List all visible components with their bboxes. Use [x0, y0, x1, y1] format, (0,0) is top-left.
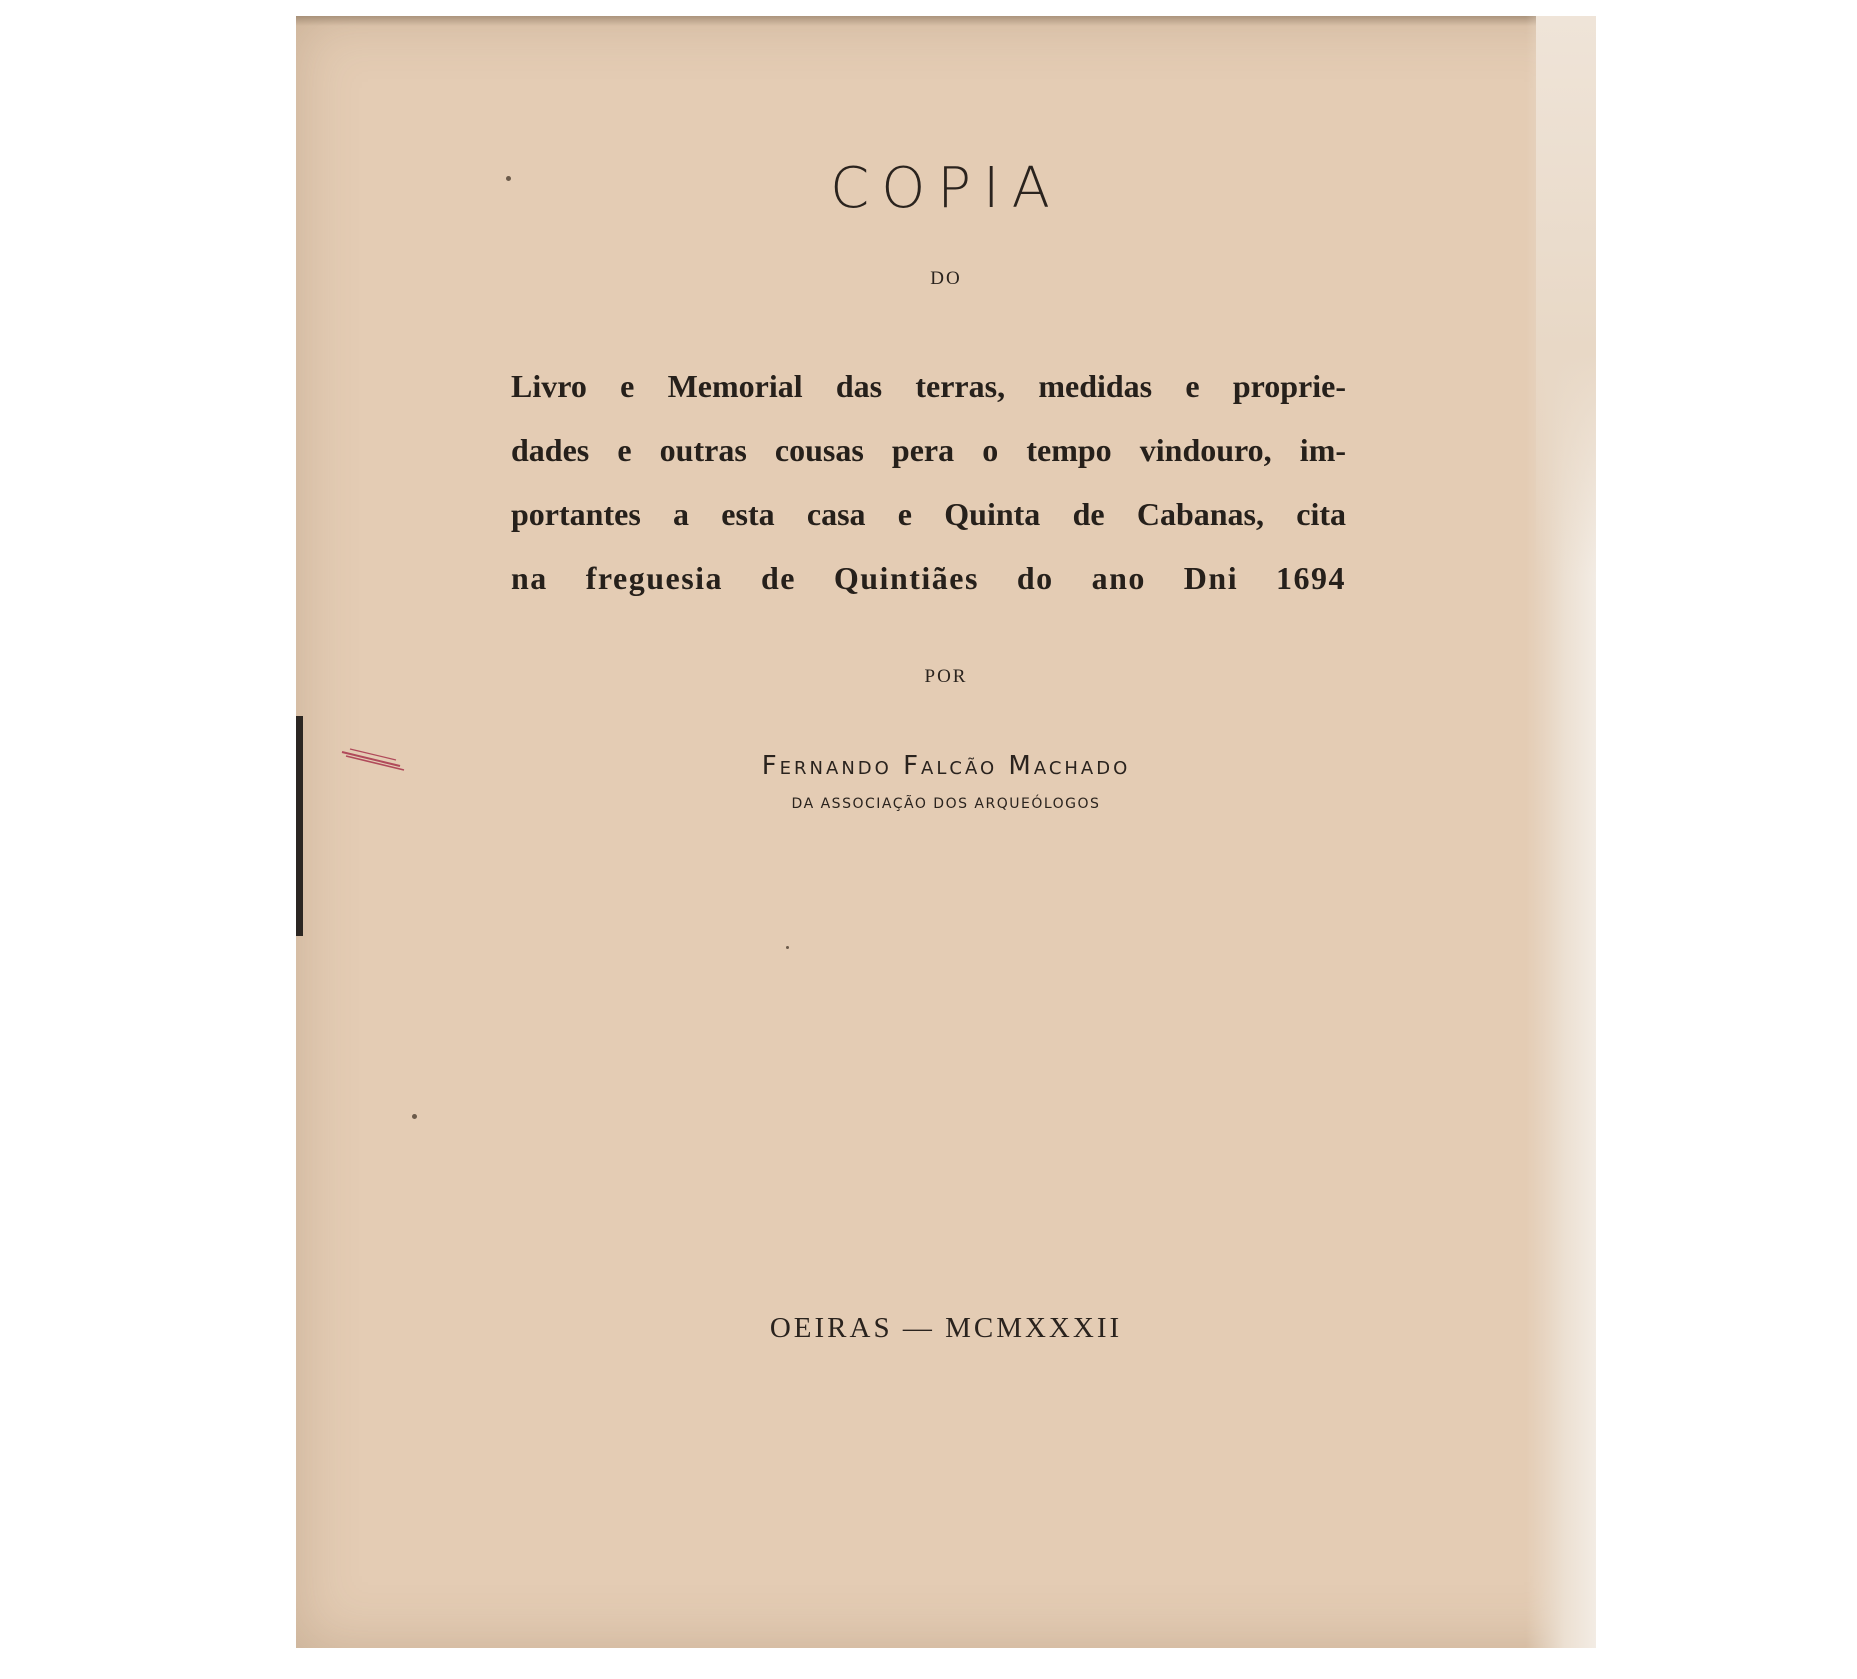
imprint-place-year: OEIRAS — MCMXXXII — [769, 1312, 1123, 1344]
book-description — [511, 354, 1346, 610]
book-cover-page — [296, 16, 1596, 1648]
description-line: na freguesia de Quintiães do ano Dni 1694 — [511, 560, 1346, 596]
torn-edge — [1536, 16, 1596, 576]
author-affiliation: DA ASSOCIAÇÃO DOS ARQUEÓLOGOS — [791, 796, 1101, 812]
page-top-shadow — [296, 16, 1596, 26]
description-line: dades e outras cousas pera o tempo vindouro, im- — [511, 432, 1346, 468]
description-line: Livro e Memorial das terras, medidas e proprie- — [511, 368, 1346, 404]
by-label: POR — [924, 666, 968, 687]
binding-spine — [296, 716, 303, 936]
paper-speck — [412, 1114, 417, 1119]
description-line: portantes a esta casa e Quinta de Cabanas, cita — [511, 496, 1346, 532]
author-name: Fernando Falcão Machado — [761, 751, 1131, 781]
document-title: COPIA — [830, 156, 1062, 221]
paper-speck — [786, 946, 789, 949]
title-connector: DO — [930, 268, 962, 289]
